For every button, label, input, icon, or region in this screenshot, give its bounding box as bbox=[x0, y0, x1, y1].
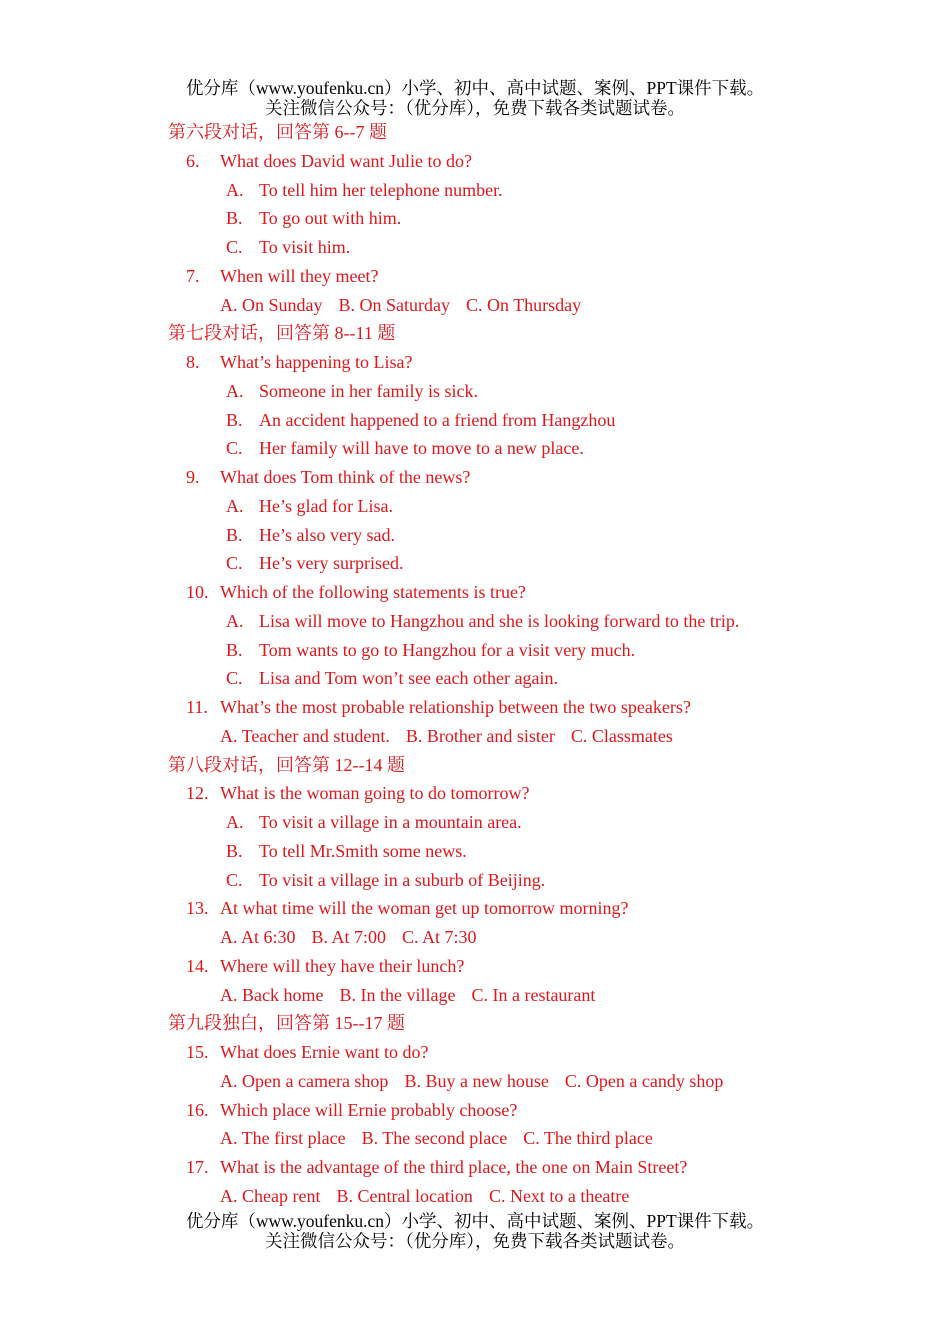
question-number: 11. bbox=[186, 697, 208, 717]
inline-option: C. Classmates bbox=[570, 725, 673, 746]
option-letter: A. bbox=[226, 812, 244, 832]
answer-option bbox=[168, 377, 928, 406]
answer-option bbox=[168, 176, 928, 205]
question-text: What’s happening to Lisa? bbox=[220, 352, 413, 372]
inline-option: A. Teacher and student. bbox=[220, 725, 390, 746]
answer-option bbox=[168, 837, 928, 866]
inline-option: C. Open a candy shop bbox=[564, 1070, 724, 1091]
question-line bbox=[168, 147, 928, 176]
option-text: To visit a village in a mountain area. bbox=[259, 812, 522, 832]
option-text: To go out with him. bbox=[259, 208, 402, 229]
section-title: 第七段对话，回答第 8--11 题 bbox=[168, 323, 396, 344]
answer-option bbox=[168, 607, 928, 636]
question-line bbox=[168, 1096, 928, 1125]
page-footer bbox=[0, 1211, 950, 1251]
inline-option: C. At 7:30 bbox=[402, 927, 477, 947]
inline-option: B. On Saturday bbox=[338, 294, 450, 315]
option-letter: C. bbox=[226, 553, 243, 574]
option-text: To tell Mr.Smith some news. bbox=[259, 840, 467, 861]
question-text: What does Tom think of the news? bbox=[220, 467, 471, 487]
inline-options bbox=[168, 923, 928, 952]
option-text: He’s glad for Lisa. bbox=[259, 495, 393, 516]
option-letter: A. bbox=[226, 495, 244, 516]
option-text: He’s very surprised. bbox=[259, 553, 404, 574]
answer-option bbox=[168, 204, 928, 233]
answer-option bbox=[168, 233, 928, 262]
question-text: What is the woman going to do tomorrow? bbox=[220, 783, 530, 804]
answer-option bbox=[168, 521, 928, 550]
inline-option: C. On Thursday bbox=[466, 294, 582, 315]
question-line bbox=[168, 262, 928, 291]
inline-options bbox=[168, 722, 928, 751]
option-text: Someone in her family is sick. bbox=[259, 380, 478, 401]
footer-line-1: 优分库（www.youfenku.cn）小学、初中、高中试题、案例、PPT课件下载。 bbox=[185, 1211, 765, 1231]
inline-options bbox=[168, 1182, 928, 1211]
option-letter: B. bbox=[226, 840, 243, 861]
option-text: Tom wants to go to Hangzhou for a visit very much. bbox=[259, 639, 636, 660]
answer-option bbox=[168, 549, 928, 578]
question-line bbox=[168, 779, 928, 808]
question-line bbox=[168, 952, 928, 981]
question-number: 7. bbox=[186, 265, 200, 286]
option-letter: B. bbox=[226, 409, 243, 430]
option-text: To tell him her telephone number. bbox=[259, 179, 503, 200]
footer-line-2: 关注微信公众号：（优分库），免费下载各类试题试卷。 bbox=[265, 1231, 685, 1251]
section-title: 第六段对话，回答第 6--7 题 bbox=[168, 122, 387, 142]
question-text: When will they meet? bbox=[220, 265, 379, 286]
option-text: He’s also very sad. bbox=[259, 524, 395, 545]
option-letter: C. bbox=[226, 869, 243, 890]
question-text: Which place will Ernie probably choose? bbox=[220, 1099, 518, 1120]
question-line bbox=[168, 1038, 928, 1067]
question-text: What is the advantage of the third place, the one on Main Street? bbox=[220, 1157, 688, 1177]
option-letter: A. bbox=[226, 610, 244, 631]
inline-option: B. At 7:00 bbox=[311, 927, 387, 947]
option-letter: C. bbox=[226, 438, 243, 459]
option-letter: B. bbox=[226, 639, 243, 660]
answer-option bbox=[168, 664, 928, 693]
inline-option: B. The second place bbox=[361, 1128, 508, 1149]
answer-option bbox=[168, 406, 928, 435]
question-number: 16. bbox=[186, 1099, 209, 1120]
option-letter: B. bbox=[226, 524, 243, 545]
question-line bbox=[168, 578, 928, 607]
answer-option bbox=[168, 434, 928, 463]
question-line bbox=[168, 894, 928, 923]
page-header bbox=[0, 78, 950, 118]
header-line-1: 优分库（www.youfenku.cn）小学、初中、高中试题、案例、PPT课件下载。 bbox=[185, 78, 765, 98]
inline-option: C. Next to a theatre bbox=[488, 1185, 630, 1206]
question-line bbox=[168, 693, 928, 722]
option-letter: B. bbox=[226, 208, 243, 229]
question-number: 15. bbox=[186, 1042, 209, 1062]
inline-option: A. Cheap rent bbox=[220, 1185, 321, 1206]
question-number: 13. bbox=[186, 898, 209, 919]
question-text: What’s the most probable relationship between the two speakers? bbox=[220, 697, 691, 717]
inline-option: A. On Sunday bbox=[220, 294, 323, 315]
option-letter: C. bbox=[226, 668, 243, 689]
option-text: Lisa will move to Hangzhou and she is looking forward to the trip. bbox=[259, 610, 740, 631]
question-text: Which of the following statements is true? bbox=[220, 582, 526, 602]
inline-options bbox=[168, 291, 928, 320]
question-line bbox=[168, 1153, 928, 1182]
answer-option bbox=[168, 492, 928, 521]
option-letter: C. bbox=[226, 237, 243, 257]
question-text: Where will they have their lunch? bbox=[220, 955, 465, 976]
option-text: An accident happened to a friend from Hangzhou bbox=[259, 409, 616, 430]
question-line bbox=[168, 348, 928, 377]
question-text: At what time will the woman get up tomorrow morning? bbox=[220, 898, 629, 919]
option-text: To visit a village in a suburb of Beijing. bbox=[259, 869, 546, 890]
option-letter: A. bbox=[226, 179, 244, 200]
option-letter: A. bbox=[226, 380, 244, 401]
inline-option: C. In a restaurant bbox=[471, 984, 596, 1005]
inline-option: B. Buy a new house bbox=[404, 1070, 549, 1091]
inline-options bbox=[168, 1067, 928, 1096]
inline-option: C. The third place bbox=[523, 1128, 653, 1149]
inline-options bbox=[168, 1124, 928, 1153]
answer-option bbox=[168, 808, 928, 837]
question-number: 14. bbox=[186, 955, 209, 976]
option-text: To visit him. bbox=[259, 237, 351, 257]
inline-options bbox=[168, 981, 928, 1010]
header-line-2: 关注微信公众号：（优分库），免费下载各类试题试卷。 bbox=[265, 98, 685, 118]
option-text: Lisa and Tom won’t see each other again. bbox=[259, 668, 558, 689]
inline-option: A. The first place bbox=[220, 1128, 346, 1149]
question-number: 12. bbox=[186, 783, 209, 804]
inline-option: B. Brother and sister bbox=[405, 725, 555, 746]
section-title: 第九段独白，回答第 15--17 题 bbox=[168, 1013, 405, 1034]
section-title: 第八段对话，回答第 12--14 题 bbox=[168, 754, 405, 775]
inline-option: A. Back home bbox=[220, 984, 324, 1005]
answer-option bbox=[168, 636, 928, 665]
inline-option: A. At 6:30 bbox=[220, 927, 296, 947]
exam-content bbox=[168, 118, 928, 1211]
question-number: 6. bbox=[186, 150, 200, 171]
question-text: What does David want Julie to do? bbox=[220, 150, 472, 171]
inline-option: B. Central location bbox=[336, 1185, 473, 1206]
option-text: Her family will have to move to a new place. bbox=[259, 438, 584, 459]
question-number: 17. bbox=[186, 1157, 209, 1177]
question-number: 8. bbox=[186, 352, 200, 372]
question-line bbox=[168, 463, 928, 492]
inline-option: B. In the village bbox=[339, 984, 456, 1005]
question-text: What does Ernie want to do? bbox=[220, 1042, 429, 1062]
inline-option: A. Open a camera shop bbox=[220, 1070, 389, 1091]
question-number: 9. bbox=[186, 467, 200, 487]
question-number: 10. bbox=[186, 582, 209, 602]
answer-option bbox=[168, 866, 928, 895]
